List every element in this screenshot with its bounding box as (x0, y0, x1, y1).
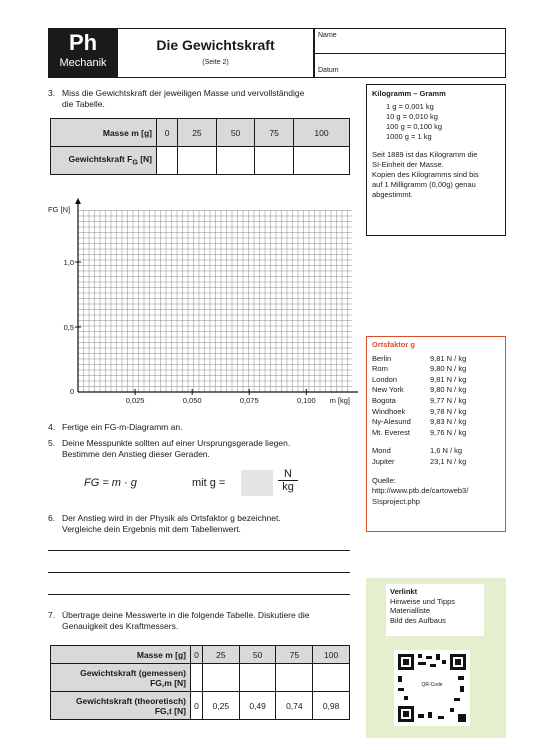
g-row: New York 9,80 N / kg (372, 385, 467, 395)
table-header-force: Gewichtskraft $F_G$ [N] (51, 147, 157, 175)
source-link-cont[interactable]: SIsproject.php (372, 496, 420, 506)
g-row: Rom 9,80 N / kg (372, 364, 467, 374)
source-link[interactable]: http://www.ptb.de/cartoweb3/ (372, 486, 469, 496)
page-title: Die Gewichtskraft (156, 37, 275, 53)
verlinkt-list (386, 584, 484, 636)
theoretical-cell: 0,74 (276, 692, 313, 720)
ortsfaktor-title: Ortsfaktor g (372, 340, 415, 349)
measured-input-cell[interactable] (203, 664, 240, 692)
task-7: 7. Übertrage deine Messwerte in die folgende Tabelle. Diskutiere die Genauigkeit des Kraftmessers. (48, 610, 310, 631)
kg-row: 10 g = 0,010 kg (386, 112, 438, 121)
comparison-table (50, 645, 350, 720)
task-4: 4. Fertige ein FG-m-Diagramm an. (48, 422, 183, 432)
g-row: Windhoek 9,78 N / kg (372, 406, 467, 416)
mass-cell: 50 (239, 646, 276, 664)
theoretical-cell: 0,98 (313, 692, 350, 720)
g-row: Berlin 9,81 N / kg (372, 353, 467, 363)
g-row: Ny-Alesund 9,83 N / kg (372, 417, 467, 427)
name-date-box (314, 28, 506, 78)
name-field[interactable]: Name (318, 32, 337, 39)
table-header-theoretical: Gewichtskraft (theoretisch) FG,t [N] (51, 692, 191, 720)
subject-name: Mechanik (59, 57, 107, 69)
x-tick-label: 0,075 (239, 396, 259, 405)
answer-line[interactable] (48, 572, 350, 573)
date-field[interactable]: Datum (315, 53, 505, 77)
kg-row: 1 g = 0,001 kg (386, 102, 434, 111)
page-number: (Seite 2) (202, 59, 229, 66)
x-tick-label: 0,100 (296, 396, 316, 405)
ortsfaktor-box (366, 336, 506, 532)
mass-cell: 75 (276, 646, 313, 664)
fg-m-diagram[interactable] (40, 196, 358, 410)
verlinkt-item[interactable]: Materialliste (390, 606, 431, 615)
mass-cell: 0 (157, 119, 178, 147)
task-3: 3. Miss die Gewichtskraft der jeweiligen Masse und vervollständige die Tabelle. (48, 88, 305, 109)
origin-label: 0 (69, 387, 74, 396)
mass-cell: 25 (178, 119, 217, 147)
mass-cell: 75 (255, 119, 294, 147)
mass-cell: 100 (313, 646, 350, 664)
task-6: 6. Der Anstieg wird in der Physik als Ortsfaktor g bezeichnet. Vergleiche dein Ergebnis mit dem Tabellenwert. (48, 513, 281, 534)
force-input-cell[interactable] (216, 147, 255, 175)
formula: FG = m · g (84, 477, 137, 489)
x-tick-label: 0,050 (182, 396, 202, 405)
mass-cell: 25 (203, 646, 240, 664)
kg-note: Seit 1889 ist das Kilogramm die SI-Einheit der Masse. Kopien des Kilogramms sind bis auf 1 Milligramm (0,00g) genau abgestimmt. (372, 150, 479, 199)
mass-force-table (50, 118, 350, 175)
kg-row: 100 g = 0,100 kg (386, 122, 443, 131)
mass-cell: 100 (293, 119, 349, 147)
x-axis-label: m [kg] (329, 396, 350, 405)
verlinkt-item[interactable]: Hinweise und Tipps (390, 596, 456, 606)
table-header-mass: Masse m [g] (51, 119, 157, 147)
x-tick-label: 0,025 (125, 396, 145, 405)
y-axis-label: FG [N] (48, 205, 71, 214)
kilogram-info-box (366, 84, 506, 236)
force-input-cell[interactable] (255, 147, 294, 175)
subject-badge (48, 28, 118, 78)
g-row: London 9,81 N / kg (372, 374, 467, 384)
g-row: Bogota 9,77 N / kg (372, 395, 467, 405)
force-input-cell[interactable] (293, 147, 349, 175)
answer-line[interactable] (48, 594, 350, 595)
table-header-measured: Gewichtskraft (gemessen) FG,m [N] (51, 664, 191, 692)
verlinkt-title: Verlinkt (390, 587, 418, 596)
table-header-mass: Masse m [g] (51, 646, 191, 664)
g-answer-box[interactable] (241, 470, 273, 496)
measured-input-cell[interactable] (191, 664, 203, 692)
measured-input-cell[interactable] (313, 664, 350, 692)
title-box (118, 28, 314, 78)
g-row: Mt. Everest 9,76 N / kg (372, 427, 467, 437)
measured-input-cell[interactable] (276, 664, 313, 692)
qr-code-icon (394, 650, 470, 726)
verlinkt-item[interactable]: Bild des Aufbaus (390, 615, 446, 625)
theoretical-cell: 0 (191, 692, 203, 720)
y-axis-arrow (75, 198, 81, 204)
g-row: Jupiter 23,1 N / kg (372, 456, 467, 466)
subject-code: Ph (68, 30, 98, 55)
mass-cell: 0 (191, 646, 203, 664)
mass-cell: 50 (216, 119, 255, 147)
source-label: Quelle: (372, 475, 396, 485)
qr-label: QR-Code (421, 682, 443, 688)
force-input-cell[interactable] (157, 147, 178, 175)
theoretical-cell: 0,49 (239, 692, 276, 720)
answer-line[interactable] (48, 550, 350, 551)
g-row: Mond 1,6 N / kg (372, 446, 463, 456)
theoretical-cell: 0,25 (203, 692, 240, 720)
task-5: 5. Deine Messpunkte sollten auf einer Ursprungsgerade liegen. Bestimme den Anstieg dieser Geraden. (48, 438, 291, 459)
g-label: mit g = (192, 477, 226, 489)
kg-row: 1000 g = 1 kg (386, 132, 432, 141)
force-input-cell[interactable] (178, 147, 217, 175)
kg-box-title: Kilogramm – Gramm (372, 89, 446, 98)
y-tick-label: 1,0 (63, 258, 74, 267)
measured-input-cell[interactable] (239, 664, 276, 692)
qr-code[interactable] (394, 650, 470, 726)
unit-fraction: N kg (278, 468, 298, 493)
y-tick-label: 0,5 (63, 323, 74, 332)
